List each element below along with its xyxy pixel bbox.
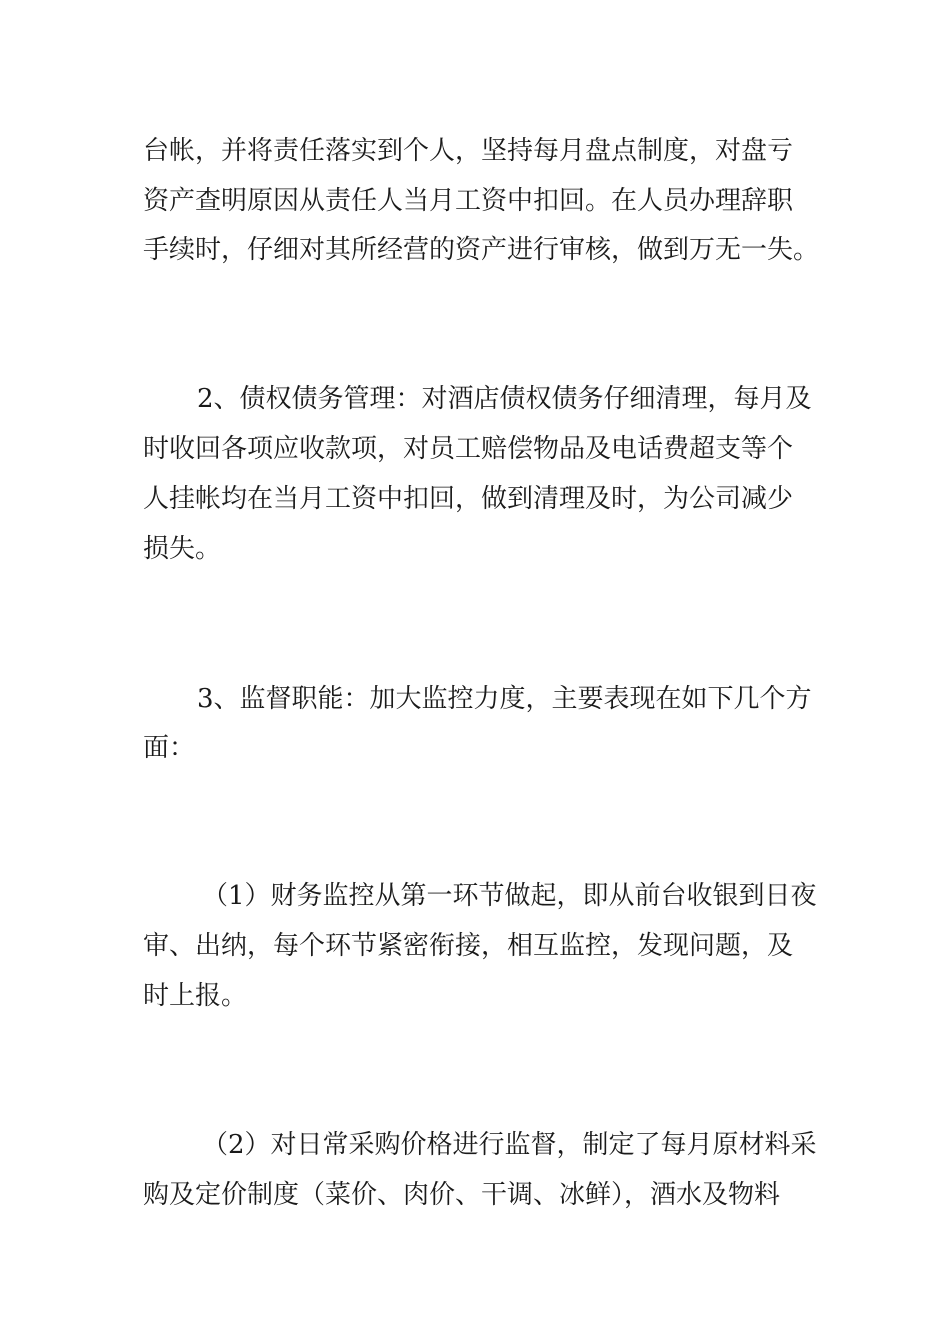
text-line: 面： (143, 733, 196, 763)
text-line: 3、监督职能：加大监控力度，主要表现在如下几个方 (197, 684, 812, 714)
text-line: 时收回各项应收款项，对员工赔偿物品及电话费超支等个 (143, 434, 794, 464)
text-line: 购及定价制度（菜价、肉价、干调、冰鲜），酒水及物料 (143, 1180, 781, 1210)
text-line: （2）对日常采购价格进行监督，制定了每月原材料采 (202, 1130, 817, 1160)
text-line: 人挂帐均在当月工资中扣回，做到清理及时，为公司减少 (143, 484, 794, 514)
text-line: 损失。 (143, 534, 222, 564)
text-line: 时上报。 (143, 981, 248, 1011)
text-line: 台帐，并将责任落实到个人，坚持每月盘点制度，对盘亏 (143, 136, 794, 166)
text-line: 资产查明原因从责任人当月工资中扣回。在人员办理辞职 (143, 186, 794, 216)
text-line: （1）财务监控从第一环节做起，即从前台收银到日夜 (202, 881, 817, 911)
text-line: 手续时，仔细对其所经营的资产进行审核，做到万无一失。 (143, 235, 820, 265)
text-line: 2、债权债务管理：对酒店债权债务仔细清理，每月及 (197, 384, 812, 414)
text-line: 审、出纳，每个环节紧密衔接，相互监控，发现问题，及 (143, 931, 794, 961)
